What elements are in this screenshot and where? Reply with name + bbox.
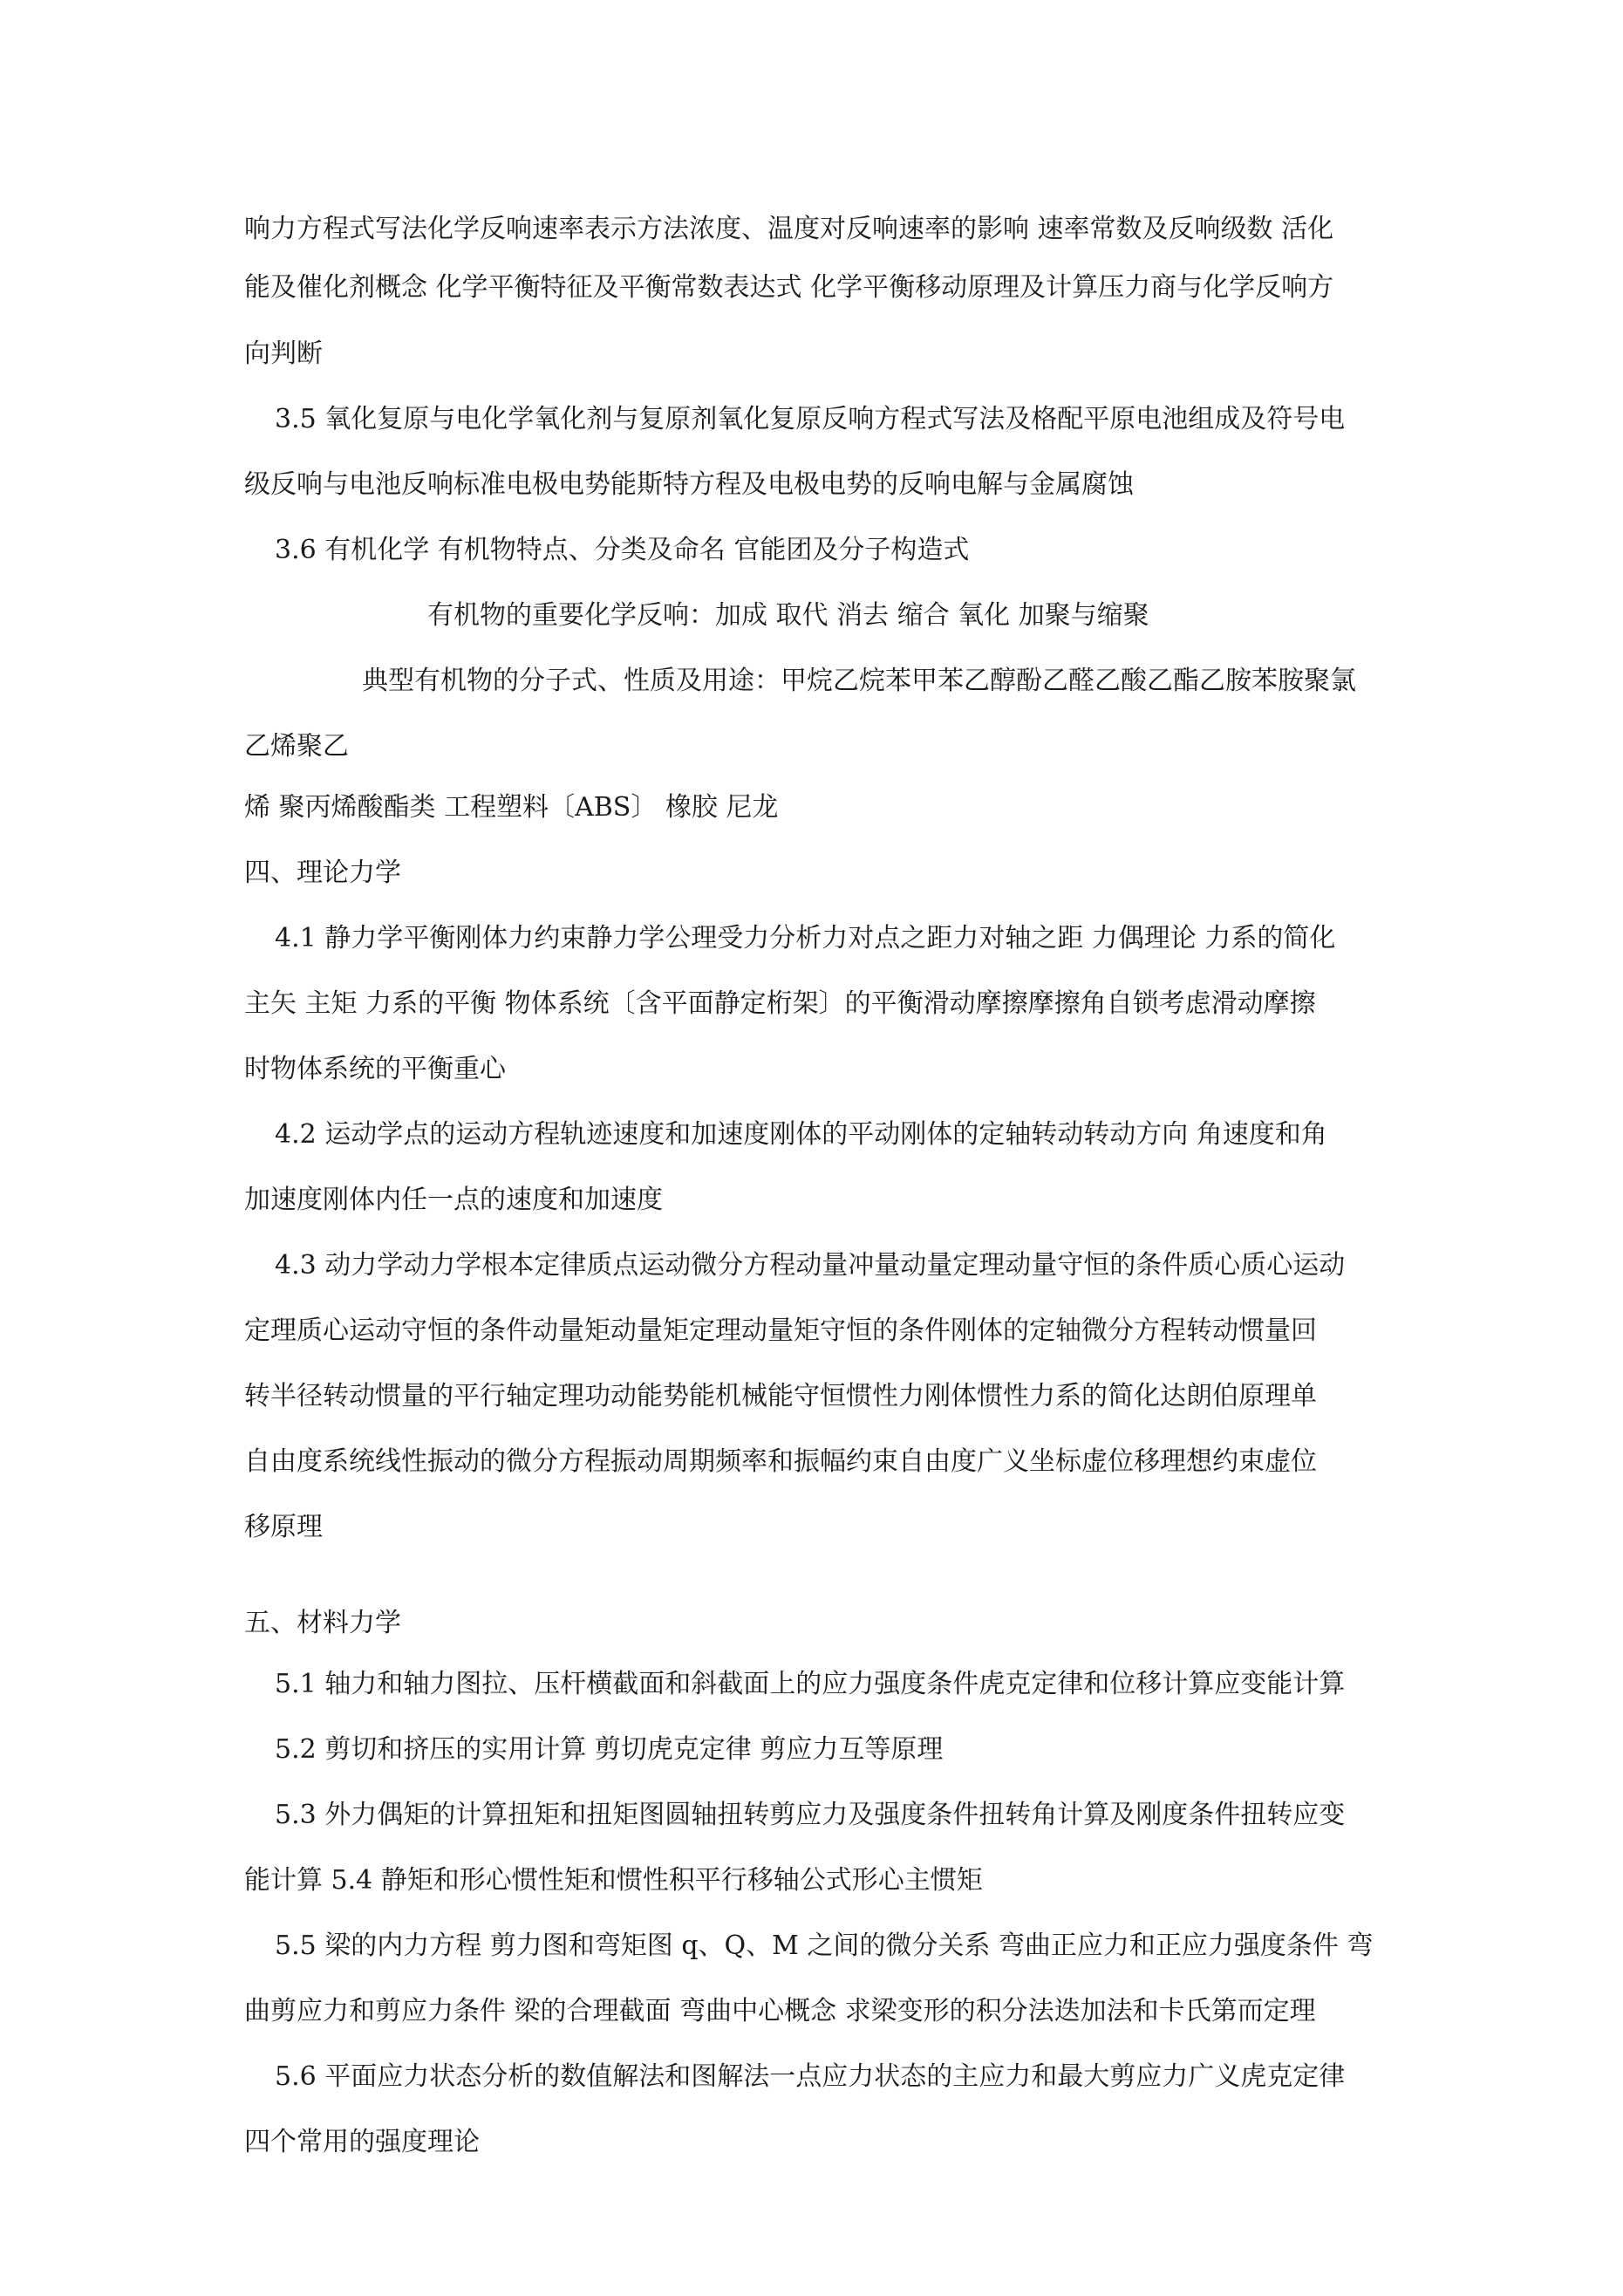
text-line: 自由度系统线性振动的微分方程振动周期频率和振幅约束自由度广义坐标虚位移理想约束虚位	[244, 1446, 1317, 1477]
text-line: 典型有机物的分子式、性质及用途：甲烷乙烷苯甲苯乙醇酚乙醛乙酸乙酯乙胺苯胺聚氯	[362, 666, 1356, 696]
text-line: 曲剪应力和剪应力条件 梁的合理截面 弯曲中心概念 求梁变形的积分法迭加法和卡氏第而定理	[244, 1996, 1316, 2026]
text-line: 转半径转动惯量的平行轴定理功动能势能机械能守恒惯性力刚体惯性力系的简化达朗伯原理单	[244, 1381, 1317, 1411]
text-line: 能计算 5.4 静矩和形心惯性矩和惯性积平行移轴公式形心主惯矩	[244, 1865, 983, 1896]
text-line: 响力方程式写法化学反响速率表示方法浓度、温度对反响速率的影响 速率常数及反响级数 活化	[244, 214, 1334, 244]
text-line: 四个常用的强度理论	[244, 2127, 480, 2157]
section-line: 4.1 静力学平衡刚体力约束静力学公理受力分析力对点之距力对轴之距 力偶理论 力系的简化	[275, 923, 1336, 953]
text-line: 能及催化剂概念 化学平衡特征及平衡常数表达式 化学平衡移动原理及计算压力商与化学反响方	[244, 272, 1334, 303]
section-line: 5.1 轴力和轴力图拉、压杆横截面和斜截面上的应力强度条件虎克定律和位移计算应变能计算	[275, 1669, 1346, 1699]
section-line: 5.5 梁的内力方程 剪力图和弯矩图 q、Q、M 之间的微分关系 弯曲正应力和正应力强度条件 弯	[275, 1930, 1374, 1961]
text-line: 向判断	[244, 338, 323, 369]
section-line: 5.6 平面应力状态分析的数值解法和图解法一点应力状态的主应力和最大剪应力广义虎克定律	[275, 2061, 1346, 2092]
text-line: 加速度刚体内任一点的速度和加速度	[244, 1185, 663, 1215]
text-line: 乙烯聚乙	[244, 731, 349, 762]
text-line: 时物体系统的平衡重心	[244, 1054, 506, 1084]
text-line: 级反响与电池反响标准电极电势能斯特方程及电极电势的反响电解与金属腐蚀	[244, 469, 1134, 500]
text-line: 移原理	[244, 1512, 323, 1542]
section-heading: 四、理论力学	[244, 858, 401, 888]
section-line: 5.3 外力偶矩的计算扭矩和扭矩图圆轴扭转剪应力及强度条件扭转角计算及刚度条件扭转应变	[275, 1800, 1346, 1830]
text-line: 主矢 主矩 力系的平衡 物体系统〔含平面静定桁架〕的平衡滑动摩擦摩擦角自锁考虑滑动摩擦	[244, 988, 1316, 1019]
section-line: 3.5 氧化复原与电化学氧化剂与复原剂氧化复原反响方程式写法及格配平原电池组成及符号电	[275, 404, 1346, 434]
section-line: 5.2 剪切和挤压的实用计算 剪切虎克定律 剪应力互等原理	[275, 1734, 944, 1765]
text-line: 定理质心运动守恒的条件动量矩动量矩定理动量矩守恒的条件刚体的定轴微分方程转动惯量回	[244, 1315, 1317, 1346]
section-line: 3.6 有机化学 有机物特点、分类及命名 官能团及分子构造式	[275, 535, 970, 565]
text-line: 烯 聚丙烯酸酯类 工程塑料〔ABS〕 橡胶 尼龙	[244, 792, 779, 823]
text-line: 有机物的重要化学反响：加成 取代 消去 缩合 氧化 加聚与缩聚	[427, 600, 1149, 631]
section-line: 4.3 动力学动力学根本定律质点运动微分方程动量冲量动量定理动量守恒的条件质心质心运动	[275, 1250, 1346, 1281]
section-line: 4.2 运动学点的运动方程轨迹速度和加速度刚体的平动刚体的定轴转动转动方向 角速度和角	[275, 1119, 1327, 1150]
section-heading: 五、材料力学	[244, 1608, 401, 1638]
